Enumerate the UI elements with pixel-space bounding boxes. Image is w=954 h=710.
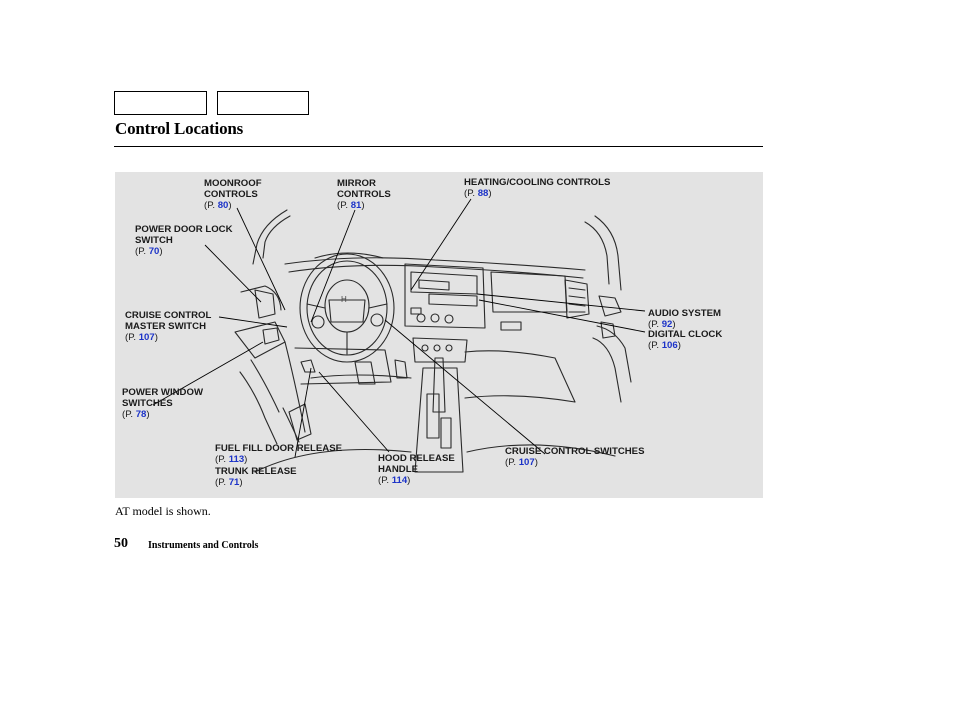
page-reference-link[interactable]: 78 — [135, 409, 147, 420]
digital-clock-callout: DIGITAL CLOCK (P. 106) — [648, 329, 723, 351]
page-reference-link[interactable]: 107 — [138, 332, 155, 343]
callout-label: HANDLE — [378, 464, 418, 475]
callout-label: CONTROLS — [337, 189, 391, 200]
callout-label: SWITCH — [135, 235, 173, 246]
callout-label: SWITCHES — [122, 398, 173, 409]
callout-label: CRUISE CONTROL SWITCHES — [505, 446, 645, 457]
callout-label: HOOD RELEASE — [378, 453, 455, 464]
callout-label: FUEL FILL DOOR RELEASE — [215, 443, 343, 454]
mirror-controls-callout: MIRROR CONTROLS (P. 81) — [337, 178, 391, 211]
page-reference-link[interactable]: 71 — [228, 477, 240, 488]
moonroof-controls-callout: MOONROOF CONTROLS (P. 80) — [204, 178, 262, 211]
page-reference-link[interactable]: 88 — [477, 188, 489, 199]
page-reference-link[interactable]: 70 — [148, 246, 160, 257]
fuel-fill-door-release-callout: FUEL FILL DOOR RELEASE (P. 113) — [215, 443, 343, 465]
page-reference-link[interactable]: 107 — [518, 457, 535, 468]
page-number: 50 — [114, 536, 128, 551]
next-page-button[interactable] — [217, 91, 309, 115]
section-name: Instruments and Controls — [148, 540, 259, 551]
trunk-release-callout: TRUNK RELEASE (P. 71) — [215, 466, 297, 488]
previous-page-button[interactable] — [114, 91, 207, 115]
callout-label: CRUISE CONTROL — [125, 310, 212, 321]
callout-label: MOONROOF — [204, 178, 262, 189]
callout-label: CONTROLS — [204, 189, 258, 200]
page-reference-link[interactable]: 80 — [217, 200, 229, 211]
svg-text:H: H — [341, 295, 347, 304]
callout-label: DIGITAL CLOCK — [648, 329, 723, 340]
page-title: Control Locations — [115, 119, 244, 138]
page-reference-link[interactable]: 106 — [661, 340, 678, 351]
callout-label: HEATING/COOLING CONTROLS — [464, 177, 611, 188]
hood-release-handle-callout: HOOD RELEASE HANDLE (P. 114) — [378, 453, 455, 486]
figure-caption: AT model is shown. — [115, 504, 211, 518]
cruise-master-switch-callout: CRUISE CONTROL MASTER SWITCH (P. 107) — [125, 310, 212, 343]
page-reference-link[interactable]: 113 — [228, 454, 245, 465]
audio-system-callout: AUDIO SYSTEM (P. 92) — [648, 308, 722, 330]
callout-label: MIRROR — [337, 178, 376, 189]
page-reference-link[interactable]: 92 — [661, 319, 673, 330]
callout-label: POWER DOOR LOCK — [135, 224, 233, 235]
callout-label: AUDIO SYSTEM — [648, 308, 722, 319]
page-reference-link[interactable]: 114 — [391, 475, 408, 486]
callout-label: TRUNK RELEASE — [215, 466, 297, 477]
callout-label: POWER WINDOW — [122, 387, 204, 398]
page-reference-link[interactable]: 81 — [350, 200, 362, 211]
heating-cooling-controls-callout: HEATING/COOLING CONTROLS (P. 88) — [464, 177, 611, 199]
dashboard-illustration — [115, 172, 763, 498]
power-door-lock-callout: POWER DOOR LOCK SWITCH (P. 70) — [135, 224, 233, 257]
cruise-control-switches-callout: CRUISE CONTROL SWITCHES (P. 107) — [505, 446, 645, 468]
title-divider — [114, 146, 763, 147]
power-window-switches-callout: POWER WINDOW SWITCHES (P. 78) — [122, 387, 204, 420]
callout-label: MASTER SWITCH — [125, 321, 207, 332]
